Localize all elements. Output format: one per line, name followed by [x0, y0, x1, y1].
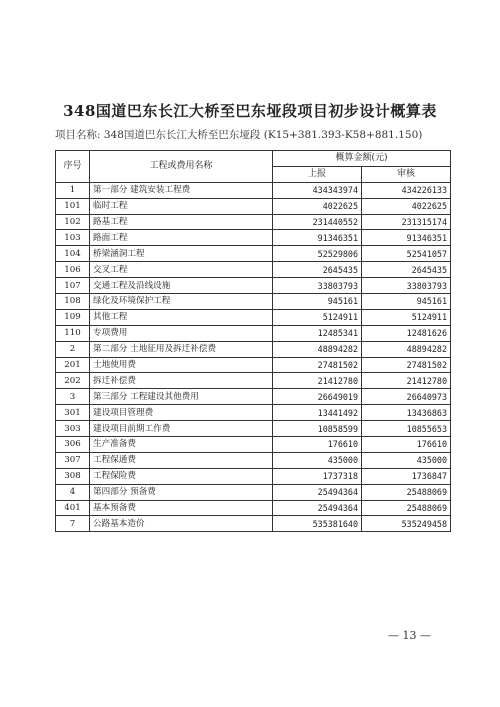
- row-code: 104: [56, 246, 90, 262]
- row-submitted: 5124911: [273, 309, 362, 325]
- row-name: 第一部分 建筑安装工程费: [90, 182, 273, 198]
- row-submitted: 1737318: [273, 468, 362, 484]
- row-code: 103: [56, 230, 90, 246]
- table-row: [56, 468, 451, 484]
- row-name: 临时工程: [90, 198, 273, 214]
- table-row: [56, 452, 451, 468]
- row-reviewed: 1736847: [362, 468, 451, 484]
- document-title: 348国道巴东长江大桥至巴东垭段项目初步设计概算表: [63, 102, 437, 120]
- row-reviewed: 48894282: [362, 341, 451, 357]
- header-code: 序号: [56, 151, 90, 183]
- row-name: 建设项目前期工作费: [90, 421, 273, 437]
- row-name: 第四部分 预备费: [90, 484, 273, 500]
- project-name-line: 项目名称: 348国道巴东长江大桥至巴东垭段 (K15+381.393-K58+881.150): [55, 129, 423, 141]
- table-row: [56, 421, 451, 437]
- row-code: 202: [56, 373, 90, 389]
- row-reviewed: 12481626: [362, 325, 451, 341]
- row-submitted: 434343974: [273, 182, 362, 198]
- row-submitted: 176610: [273, 437, 362, 453]
- row-name: 绿化及环境保护工程: [90, 294, 273, 310]
- table-row: [56, 500, 451, 516]
- row-submitted: 13441492: [273, 405, 362, 421]
- row-submitted: 33803793: [273, 278, 362, 294]
- row-name: 土地使用费: [90, 357, 273, 373]
- row-reviewed: 27481502: [362, 357, 451, 373]
- row-submitted: 4022625: [273, 198, 362, 214]
- row-name: 拆迁补偿费: [90, 373, 273, 389]
- row-submitted: 52529806: [273, 246, 362, 262]
- table-row: [56, 182, 451, 198]
- row-code: 307: [56, 452, 90, 468]
- header-submitted: 上报: [273, 166, 362, 182]
- row-submitted: 27481502: [273, 357, 362, 373]
- row-code: 110: [56, 325, 90, 341]
- table-row: [56, 246, 451, 262]
- row-submitted: 12485341: [273, 325, 362, 341]
- row-reviewed: 21412780: [362, 373, 451, 389]
- row-reviewed: 535249458: [362, 516, 451, 532]
- row-name: 桥梁涵洞工程: [90, 246, 273, 262]
- row-submitted: 945161: [273, 294, 362, 310]
- row-name: 生产准备费: [90, 437, 273, 453]
- row-reviewed: 10855653: [362, 421, 451, 437]
- row-submitted: 21412780: [273, 373, 362, 389]
- row-code: 108: [56, 294, 90, 310]
- row-reviewed: 5124911: [362, 309, 451, 325]
- table-row: [56, 357, 451, 373]
- table-row: [56, 278, 451, 294]
- row-reviewed: 4022625: [362, 198, 451, 214]
- row-reviewed: 25488069: [362, 500, 451, 516]
- row-code: 303: [56, 421, 90, 437]
- row-submitted: 25494364: [273, 484, 362, 500]
- page-number: — 13 —: [388, 629, 431, 642]
- row-name: 工程保险费: [90, 468, 273, 484]
- row-reviewed: 2645435: [362, 262, 451, 278]
- row-code: 3: [56, 389, 90, 405]
- row-name: 公路基本造价: [90, 516, 273, 532]
- row-code: 7: [56, 516, 90, 532]
- row-submitted: 25494364: [273, 500, 362, 516]
- row-code: 107: [56, 278, 90, 294]
- row-code: 401: [56, 500, 90, 516]
- row-name: 基本预备费: [90, 500, 273, 516]
- row-code: 308: [56, 468, 90, 484]
- header-name: 工程或费用名称: [90, 151, 273, 183]
- row-submitted: 26649019: [273, 389, 362, 405]
- table-row: [56, 262, 451, 278]
- row-submitted: 435000: [273, 452, 362, 468]
- table-row: [56, 294, 451, 310]
- row-name: 交通工程及沿线设施: [90, 278, 273, 294]
- row-code: 1: [56, 182, 90, 198]
- row-name: 第二部分 土地征用及拆迁补偿费: [90, 341, 273, 357]
- table-row: [56, 373, 451, 389]
- table-row: [56, 214, 451, 230]
- row-submitted: 48894282: [273, 341, 362, 357]
- row-code: 306: [56, 437, 90, 453]
- row-name: 路基工程: [90, 214, 273, 230]
- table-row: [56, 198, 451, 214]
- row-name: 建设项目管理费: [90, 405, 273, 421]
- row-reviewed: 52541057: [362, 246, 451, 262]
- row-reviewed: 33803793: [362, 278, 451, 294]
- row-code: 102: [56, 214, 90, 230]
- table-row: [56, 484, 451, 500]
- table-row: [56, 230, 451, 246]
- row-reviewed: 945161: [362, 294, 451, 310]
- row-code: 2: [56, 341, 90, 357]
- row-name: 第三部分 工程建设其他费用: [90, 389, 273, 405]
- row-reviewed: 434226133: [362, 182, 451, 198]
- row-submitted: 10858599: [273, 421, 362, 437]
- table-row: [56, 309, 451, 325]
- row-reviewed: 176610: [362, 437, 451, 453]
- row-name: 专项费用: [90, 325, 273, 341]
- header-reviewed: 审核: [362, 166, 451, 182]
- header-amount: 概算金额(元): [273, 151, 451, 167]
- row-name: 路面工程: [90, 230, 273, 246]
- table-row: [56, 405, 451, 421]
- row-reviewed: 26640973: [362, 389, 451, 405]
- row-name: 交叉工程: [90, 262, 273, 278]
- row-reviewed: 25488069: [362, 484, 451, 500]
- row-code: 106: [56, 262, 90, 278]
- row-submitted: 2645435: [273, 262, 362, 278]
- table-row: [56, 389, 451, 405]
- row-submitted: 91346351: [273, 230, 362, 246]
- budget-table: [55, 150, 451, 532]
- table-row: [56, 341, 451, 357]
- row-code: 101: [56, 198, 90, 214]
- table-row: [56, 325, 451, 341]
- row-submitted: 535381640: [273, 516, 362, 532]
- row-code: 301: [56, 405, 90, 421]
- row-reviewed: 435000: [362, 452, 451, 468]
- row-name: 其他工程: [90, 309, 273, 325]
- row-reviewed: 13436863: [362, 405, 451, 421]
- row-code: 4: [56, 484, 90, 500]
- table-row: [56, 437, 451, 453]
- table-header-row: [56, 151, 451, 167]
- table-row: [56, 516, 451, 532]
- row-reviewed: 231315174: [362, 214, 451, 230]
- row-code: 201: [56, 357, 90, 373]
- row-code: 109: [56, 309, 90, 325]
- row-reviewed: 91346351: [362, 230, 451, 246]
- row-submitted: 231440552: [273, 214, 362, 230]
- row-name: 工程保通费: [90, 452, 273, 468]
